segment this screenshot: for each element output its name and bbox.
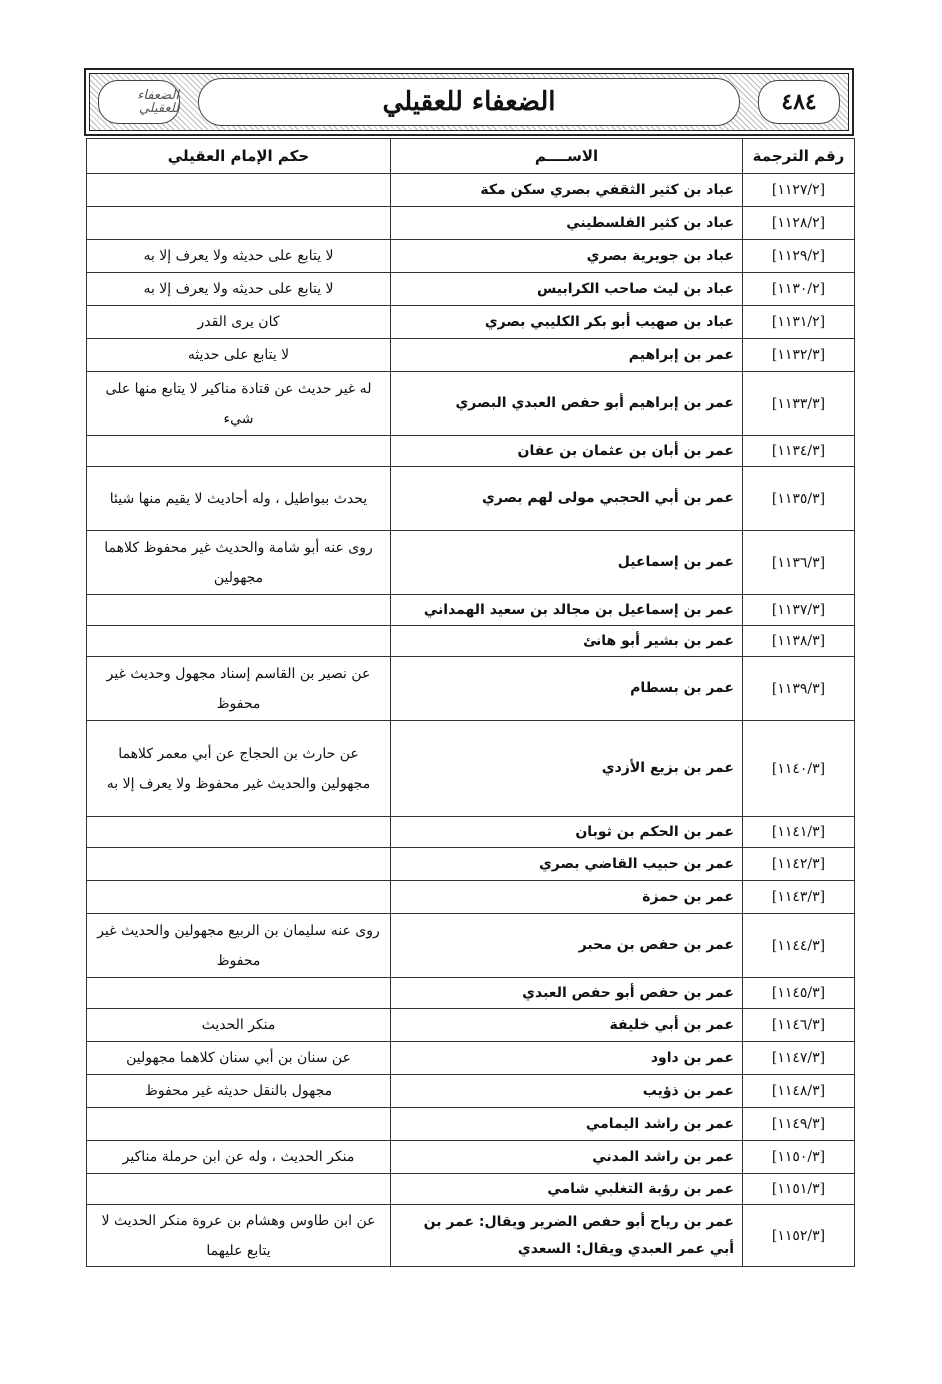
narrator-name: عمر بن الحكم بن ثوبان xyxy=(391,817,743,848)
entry-number: [١١٢٧/٢] xyxy=(743,174,855,207)
entry-number: [١١٤٦/٣] xyxy=(743,1009,855,1042)
narrator-name: عمر بن بسطام xyxy=(391,657,743,721)
narrator-name: عباد بن ليث صاحب الكرابيس xyxy=(391,273,743,306)
aqili-ruling: منكر الحديث xyxy=(87,1009,391,1042)
entry-number: [١١٣٦/٣] xyxy=(743,531,855,595)
column-header-ruling: حكم الإمام العقيلي xyxy=(87,139,391,174)
aqili-ruling xyxy=(87,174,391,207)
table-row xyxy=(87,657,855,721)
table-row xyxy=(87,721,855,817)
narrator-name: عمر بن إسماعيل xyxy=(391,531,743,595)
entry-number: [١١٥١/٣] xyxy=(743,1174,855,1205)
entry-number: [١١٢٨/٢] xyxy=(743,207,855,240)
aqili-ruling xyxy=(87,595,391,626)
table-row xyxy=(87,881,855,914)
table-row xyxy=(87,1141,855,1174)
aqili-ruling xyxy=(87,848,391,881)
narrator-name: عباد بن كثير الفلسطيني xyxy=(391,207,743,240)
aqili-ruling xyxy=(87,978,391,1009)
table-row xyxy=(87,1205,855,1267)
table-row xyxy=(87,240,855,273)
entry-number: [١١٤٢/٣] xyxy=(743,848,855,881)
narrator-name: عمر بن حمزة xyxy=(391,881,743,914)
aqili-ruling xyxy=(87,1108,391,1141)
table-row xyxy=(87,1009,855,1042)
title-cartouche xyxy=(198,78,740,126)
column-header-name: الاســــم xyxy=(391,139,743,174)
entry-number: [١١٤٧/٣] xyxy=(743,1042,855,1075)
aqili-ruling xyxy=(87,881,391,914)
entry-number: [١١٣٥/٣] xyxy=(743,467,855,531)
narrator-name: عمر بن حفص أبو حفص العبدي xyxy=(391,978,743,1009)
table-row xyxy=(87,626,855,657)
table-row xyxy=(87,372,855,436)
aqili-ruling: روى عنه أبو شامة والحديث غير محفوظ كلاهما مجهولين xyxy=(87,531,391,595)
table-row xyxy=(87,1075,855,1108)
header-seal xyxy=(98,80,180,124)
entry-number: [١١٥٠/٣] xyxy=(743,1141,855,1174)
aqili-ruling: عن نصير بن القاسم إسناد مجهول وحديث غير محفوظ xyxy=(87,657,391,721)
narrator-name: عباد بن صهيب أبو بكر الكليبي بصري xyxy=(391,306,743,339)
aqili-ruling xyxy=(87,207,391,240)
page-header xyxy=(84,68,854,136)
aqili-ruling: روى عنه سليمان بن الربيع مجهولين والحديث غير محفوظ xyxy=(87,914,391,978)
table-row xyxy=(87,1174,855,1205)
entry-number: [١١٤٤/٣] xyxy=(743,914,855,978)
seal-text: الضعفاء للعقيلي xyxy=(137,88,179,116)
table-row xyxy=(87,174,855,207)
narrator-name: عمر بن إسماعيل بن مجالد بن سعيد الهمداني xyxy=(391,595,743,626)
aqili-ruling xyxy=(87,817,391,848)
entry-number: [١١٥٢/٣] xyxy=(743,1205,855,1267)
table-row xyxy=(87,436,855,467)
table-row xyxy=(87,273,855,306)
table-row xyxy=(87,339,855,372)
table-body xyxy=(87,174,855,1267)
table-row xyxy=(87,467,855,531)
aqili-ruling: لا يتابع على حديثه xyxy=(87,339,391,372)
narrator-name: عمر بن راشد المدني xyxy=(391,1141,743,1174)
narrator-name: عمر بن داود xyxy=(391,1042,743,1075)
aqili-ruling: له غير حديث عن قتادة مناكير لا يتابع منها على شيء xyxy=(87,372,391,436)
aqili-ruling: عن ابن طاوس وهشام بن عروة منكر الحديث لا يتابع عليهما xyxy=(87,1205,391,1267)
narrator-name: عمر بن إبراهيم أبو حفص العبدي البصري xyxy=(391,372,743,436)
page-number-cartouche xyxy=(758,80,840,124)
entry-number: [١١٤٠/٣] xyxy=(743,721,855,817)
narrator-name: عمر بن ذؤيب xyxy=(391,1075,743,1108)
entry-number: [١١٤١/٣] xyxy=(743,817,855,848)
narrator-name: عمر بن راشد اليمامي xyxy=(391,1108,743,1141)
narrator-name: عمر بن إبراهيم xyxy=(391,339,743,372)
narrator-name: عمر بن أبان بن عثمان بن عفان xyxy=(391,436,743,467)
table-row xyxy=(87,531,855,595)
table-row xyxy=(87,207,855,240)
aqili-ruling: مجهول بالنقل حديثه غير محفوظ xyxy=(87,1075,391,1108)
narrator-name: عمر بن أبي خليفة xyxy=(391,1009,743,1042)
entry-number: [١١٣٩/٣] xyxy=(743,657,855,721)
narrator-name: عمر بن رؤبة التغلبي شامي xyxy=(391,1174,743,1205)
aqili-ruling: عن حارث بن الحجاج عن أبي معمر كلاهما مجهولين والحديث غير محفوظ ولا يعرف إلا به xyxy=(87,721,391,817)
aqili-ruling xyxy=(87,626,391,657)
narrator-name: عمر بن رياح أبو حفص الضرير ويقال: عمر بن أبي عمر العبدي ويقال: السعدي xyxy=(391,1205,743,1267)
entry-number: [١١٣٣/٣] xyxy=(743,372,855,436)
narrator-name: عمر بن حبيب القاضي بصري xyxy=(391,848,743,881)
table-row xyxy=(87,306,855,339)
entry-number: [١١٣٢/٣] xyxy=(743,339,855,372)
aqili-ruling xyxy=(87,436,391,467)
narrators-table xyxy=(86,138,855,1267)
entry-number: [١١٤٨/٣] xyxy=(743,1075,855,1108)
entry-number: [١١٤٥/٣] xyxy=(743,978,855,1009)
narrator-name: عمر بن بزيع الأزدي xyxy=(391,721,743,817)
table-row xyxy=(87,817,855,848)
table-header-row xyxy=(87,139,855,174)
entry-number: [١١٣١/٢] xyxy=(743,306,855,339)
entry-number: [١١٣٤/٣] xyxy=(743,436,855,467)
narrator-name: عمر بن حفص بن محبر xyxy=(391,914,743,978)
narrator-name: عمر بن بشير أبو هانئ xyxy=(391,626,743,657)
aqili-ruling: يحدث ببواطيل ، وله أحاديث لا يقيم منها شيئا xyxy=(87,467,391,531)
table-row xyxy=(87,595,855,626)
narrator-name: عباد بن كثير الثقفي بصري سكن مكة xyxy=(391,174,743,207)
column-header-number: رقم الترجمة xyxy=(743,139,855,174)
table-row xyxy=(87,1108,855,1141)
entry-number: [١١٢٩/٢] xyxy=(743,240,855,273)
entry-number: [١١٤٩/٣] xyxy=(743,1108,855,1141)
aqili-ruling: لا يتابع على حديثه ولا يعرف إلا به xyxy=(87,273,391,306)
aqili-ruling: كان يرى القدر xyxy=(87,306,391,339)
table-row xyxy=(87,1042,855,1075)
book-title: الضعفاء للعقيلي xyxy=(382,87,556,117)
aqili-ruling: منكر الحديث ، وله عن ابن حرملة مناكير xyxy=(87,1141,391,1174)
entry-number: [١١٣٧/٣] xyxy=(743,595,855,626)
entry-number: [١١٤٣/٣] xyxy=(743,881,855,914)
entry-number: [١١٣٨/٣] xyxy=(743,626,855,657)
table-row xyxy=(87,914,855,978)
aqili-ruling xyxy=(87,1174,391,1205)
aqili-ruling: عن سنان بن أبي سنان كلاهما مجهولين xyxy=(87,1042,391,1075)
table-row xyxy=(87,848,855,881)
entry-number: [١١٣٠/٢] xyxy=(743,273,855,306)
page-number: ٤٨٤ xyxy=(781,89,817,115)
table-row xyxy=(87,978,855,1009)
aqili-ruling: لا يتابع على حديثه ولا يعرف إلا به xyxy=(87,240,391,273)
narrator-name: عمر بن أبي الحجبي مولى لهم بصري xyxy=(391,467,743,531)
narrator-name: عباد بن جويرية بصري xyxy=(391,240,743,273)
